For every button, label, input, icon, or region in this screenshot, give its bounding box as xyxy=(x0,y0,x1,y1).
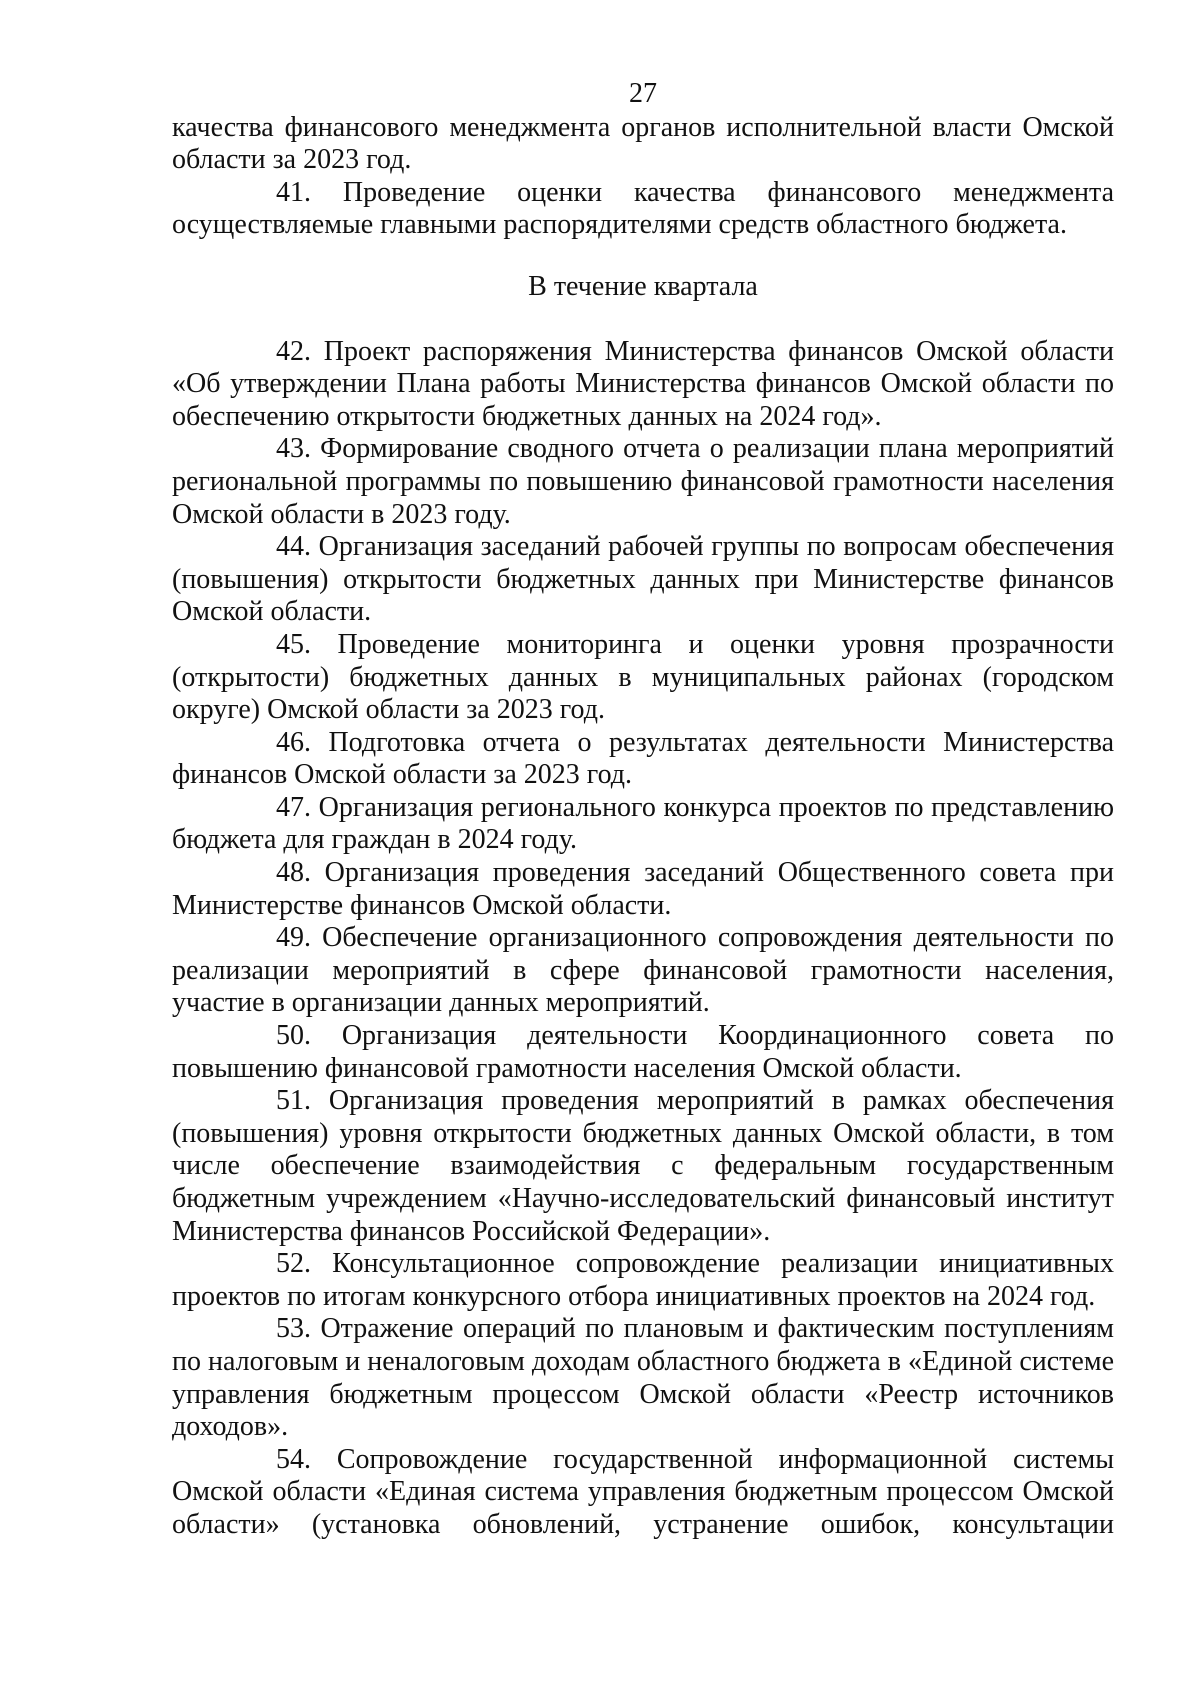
paragraph-item-44: 44. Организация заседаний рабочей группы по вопросам обеспечения (повышения) открытости бюджетных данных при Министерстве финансов Омской области. xyxy=(172,531,1114,628)
page-number: 27 xyxy=(629,78,657,109)
paragraph-continuation: качества финансового менеджмента органов исполнительной власти Омской области за 2023 год. xyxy=(172,111,1114,176)
paragraph-item-51: 51. Организация проведения мероприятий в рамках обеспечения (повышения) уровня открытости бюджетных данных Омской области, в том числе обеспечение взаимодействия с федеральным государственным бюджетным учреждением «Научно-исследовательский финансовый институт Министерства финансов Российской Федерации». xyxy=(172,1085,1114,1247)
paragraph-item-41: 41. Проведение оценки качества финансового менеджмента осуществляемые главными распорядителями средств областного бюджета. xyxy=(172,176,1114,241)
paragraph-item-50: 50. Организация деятельности Координационного совета по повышению финансовой грамотности населения Омской области. xyxy=(172,1020,1114,1084)
paragraph-item-53: 53. Отражение операций по плановым и фактическим поступлениям по налоговым и неналоговым доходам областного бюджета в «Единой системе управления бюджетным процессом Омской области «Реестр источников доходов». xyxy=(172,1313,1114,1443)
paragraph-item-52: 52. Консультационное сопровождение реализации инициативных проектов по итогам конкурсного отбора инициативных проектов на 2024 год. xyxy=(172,1248,1114,1312)
paragraph-item-45: 45. Проведение мониторинга и оценки уровня прозрачности (открытости) бюджетных данных в муниципальных районах (городском округе) Омской области за 2023 год. xyxy=(172,628,1114,726)
paragraph-item-49: 49. Обеспечение организационного сопровождения деятельности по реализации мероприятий в сфере финансовой грамотности населения, участие в организации данных мероприятий. xyxy=(172,922,1114,1019)
section-heading: В течение квартала xyxy=(528,270,758,302)
paragraph-item-46: 46. Подготовка отчета о результатах деятельности Министерства финансов Омской области за 2023 год. xyxy=(172,726,1114,791)
paragraph-item-48: 48. Организация проведения заседаний Общественного совета при Министерстве финансов Омской области. xyxy=(172,857,1114,921)
paragraph-item-42: 42. Проект распоряжения Министерства финансов Омской области «Об утверждении Плана работы Министерства финансов Омской области по обеспечению открытости бюджетных данных на 2024 год». xyxy=(172,335,1114,432)
paragraph-item-47: 47. Организация регионального конкурса проектов по представлению бюджета для граждан в 2024 году. xyxy=(172,791,1114,856)
paragraph-item-43: 43. Формирование сводного отчета о реализации плана мероприятий региональной программы по повышению финансовой грамотности населения Омской области в 2023 году. xyxy=(172,433,1114,530)
paragraph-item-54: 54. Сопровождение государственной информационной системы Омской области «Единая система управления бюджетным процессом Омской области» (установка обновлений, устранение ошибок, консультации xyxy=(172,1443,1114,1540)
